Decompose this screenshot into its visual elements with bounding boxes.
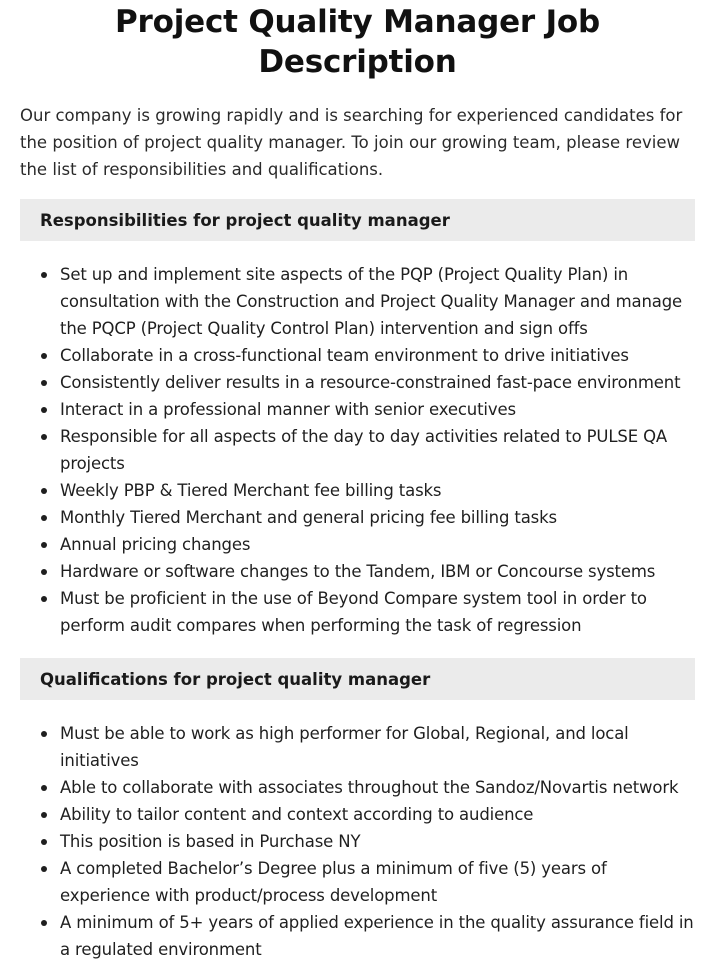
- responsibility-item: Hardware or software changes to the Tandem, IBM or Concourse systems: [60, 558, 695, 585]
- responsibilities-heading: Responsibilities for project quality manager: [20, 199, 695, 241]
- bullet-icon: [41, 380, 47, 386]
- responsibility-item: Must be proficient in the use of Beyond Compare system tool in order to perform audit compares when performing the task of regression: [60, 585, 695, 639]
- bullet-icon: [41, 785, 47, 791]
- bullet-icon: [41, 353, 47, 359]
- qualification-item: This position is based in Purchase NY: [60, 828, 695, 855]
- bullet-icon: [41, 542, 47, 548]
- bullet-icon: [41, 488, 47, 494]
- qualification-item: Able to collaborate with associates throughout the Sandoz/Novartis network: [60, 774, 695, 801]
- responsibility-item: Collaborate in a cross-functional team environment to drive initiatives: [60, 342, 695, 369]
- bullet-icon: [41, 731, 47, 737]
- responsibility-item: Monthly Tiered Merchant and general pricing fee billing tasks: [60, 504, 695, 531]
- responsibilities-list: [20, 261, 695, 639]
- qualification-item: Must be able to work as high performer for Global, Regional, and local initiatives: [60, 720, 695, 774]
- qualification-item: Ability to tailor content and context according to audience: [60, 801, 695, 828]
- qualifications-heading: Qualifications for project quality manager: [20, 658, 695, 700]
- qualifications-list: [20, 720, 695, 963]
- bullet-icon: [41, 407, 47, 413]
- bullet-icon: [41, 812, 47, 818]
- bullet-icon: [41, 866, 47, 872]
- bullet-icon: [41, 596, 47, 602]
- bullet-icon: [41, 569, 47, 575]
- qualification-item: A minimum of 5+ years of applied experience in the quality assurance field in a regulated environment: [60, 909, 695, 963]
- bullet-icon: [41, 434, 47, 440]
- qualification-item: A completed Bachelor’s Degree plus a minimum of five (5) years of experience with product/process development: [60, 855, 695, 909]
- intro-paragraph: Our company is growing rapidly and is searching for experienced candidates for the position of project quality manager. To join our growing team, please review the list of responsibilities and qualifications.: [20, 106, 683, 179]
- responsibility-item: Annual pricing changes: [60, 531, 695, 558]
- bullet-icon: [41, 515, 47, 521]
- responsibility-item: Consistently deliver results in a resource-constrained fast-pace environment: [60, 369, 695, 396]
- page-title: Project Quality Manager Job Description: [114, 4, 601, 80]
- responsibility-item: Interact in a professional manner with senior executives: [60, 396, 695, 423]
- bullet-icon: [41, 272, 47, 278]
- bullet-icon: [41, 920, 47, 926]
- responsibility-item: Weekly PBP & Tiered Merchant fee billing tasks: [60, 477, 695, 504]
- bullet-icon: [41, 839, 47, 845]
- responsibility-item: Set up and implement site aspects of the PQP (Project Quality Plan) in consultation with the Construction and Project Quality Manager and manage the PQCP (Project Quality Control Plan) intervention and sign offs: [60, 261, 695, 342]
- responsibility-item: Responsible for all aspects of the day to day activities related to PULSE QA projects: [60, 423, 695, 477]
